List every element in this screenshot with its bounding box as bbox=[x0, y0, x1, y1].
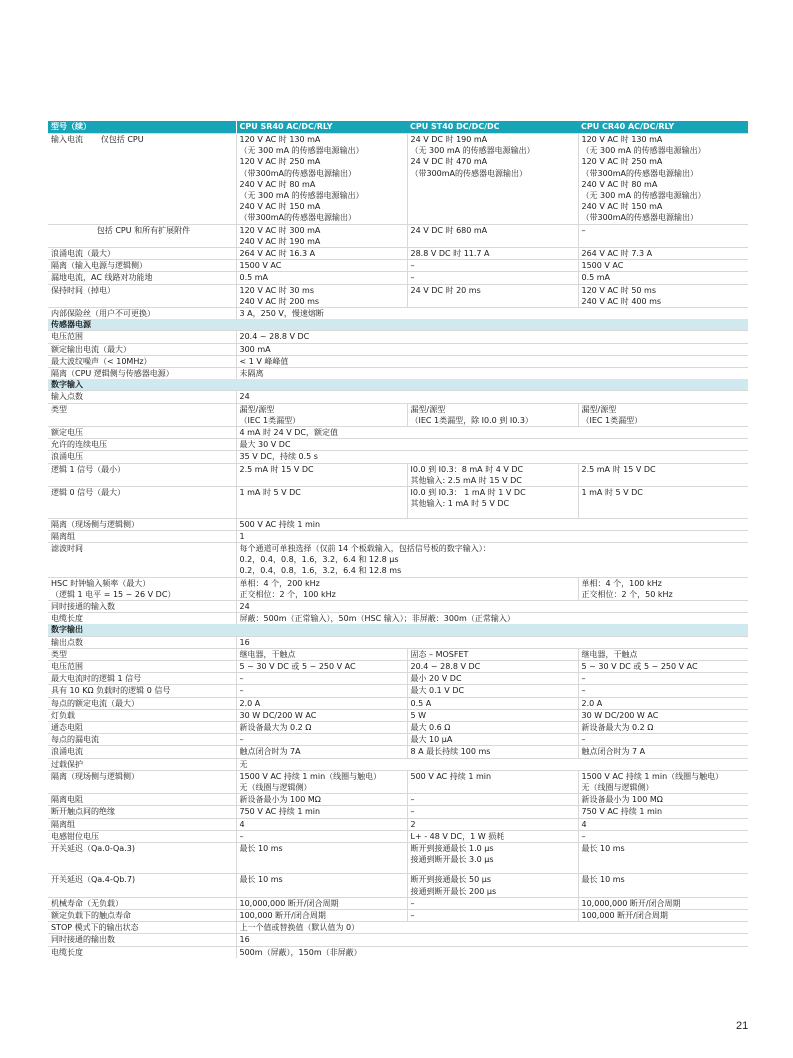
cell-cr40: 新设备最大为 0.2 Ω bbox=[578, 721, 748, 733]
cell-cr40: 单相：4 个，100 kHz 正交相位：2 个，50 kHz bbox=[578, 577, 748, 600]
cell-sr40: – bbox=[236, 830, 407, 842]
cell-all-models: 24 bbox=[236, 391, 748, 403]
cell-sr40: – bbox=[236, 673, 407, 685]
cell-st40: – bbox=[407, 910, 578, 922]
row-label: 逻辑 1 信号（最小） bbox=[48, 463, 236, 486]
table-row bbox=[48, 842, 748, 873]
table-row bbox=[48, 355, 748, 367]
cell-st40: I0.0 到 I0.3：8 mA 时 4 V DC 其他输入: 2.5 mA 时 15 V DC bbox=[407, 463, 578, 486]
cell-st40: 0.5 A bbox=[407, 697, 578, 709]
table-row bbox=[48, 685, 748, 697]
cell-sr40: 100,000 断开/闭合周期 bbox=[236, 910, 407, 922]
table-row bbox=[48, 439, 748, 451]
table-row bbox=[48, 818, 748, 830]
header-cr40: CPU CR40 AC/DC/RLY bbox=[578, 121, 748, 134]
cell-cr40: 1 mA 时 5 V DC bbox=[578, 487, 748, 518]
section-row bbox=[48, 319, 748, 331]
row-label: 电缆长度 bbox=[48, 613, 236, 625]
cell-all-models: 上一个值或替换值（默认值为 0） bbox=[236, 922, 748, 934]
table-row bbox=[48, 636, 748, 648]
cell-cr40: – bbox=[578, 830, 748, 842]
row-label: 同时接通的输入数 bbox=[48, 600, 236, 612]
cell-sr40: 新设备最小为 100 MΩ bbox=[236, 794, 407, 806]
cell-all-models: 24 bbox=[236, 600, 748, 612]
table-row bbox=[48, 331, 748, 343]
cell-all-models: 无 bbox=[236, 758, 748, 770]
cell-all-models: 3 A，250 V，慢速熔断 bbox=[236, 308, 748, 320]
table-row bbox=[48, 734, 748, 746]
cell-sr40: 0.5 mA bbox=[236, 272, 407, 284]
cell-sr40: 最长 10 ms bbox=[236, 874, 407, 897]
row-label: 灯负载 bbox=[48, 709, 236, 721]
row-label: 电缆长度 bbox=[48, 946, 236, 958]
table-row bbox=[48, 648, 748, 660]
row-label: 隔离（CPU 逻辑侧与传感器电源） bbox=[48, 368, 236, 380]
spec-table bbox=[48, 121, 748, 958]
cell-cr40: 最长 10 ms bbox=[578, 874, 748, 897]
row-label: 每点的漏电流 bbox=[48, 734, 236, 746]
row-label: 机械寿命（无负载） bbox=[48, 897, 236, 909]
row-label: STOP 模式下的输出状态 bbox=[48, 922, 236, 934]
cell-all-models: 1 bbox=[236, 530, 748, 542]
cell-cr40: 0.5 mA bbox=[578, 272, 748, 284]
table-row bbox=[48, 794, 748, 806]
table-row bbox=[48, 451, 748, 463]
table-row bbox=[48, 897, 748, 909]
row-label: 额定输出电流（最大） bbox=[48, 343, 236, 355]
section-title: 传感器电源 bbox=[48, 319, 748, 331]
cell-all-models: 35 V DC，持续 0.5 s bbox=[236, 451, 748, 463]
header-sr40: CPU SR40 AC/DC/RLY bbox=[236, 121, 407, 134]
cell-sr40: 1500 V AC 持续 1 min（线圈与触电） 无（线圈与逻辑侧） bbox=[236, 770, 407, 793]
cell-cr40: 5 ~ 30 V DC 或 5 ~ 250 V AC bbox=[578, 660, 748, 672]
row-label: 内部保险丝（用户不可更换） bbox=[48, 308, 236, 320]
section-row bbox=[48, 379, 748, 391]
cell-cr40: 30 W DC/200 W AC bbox=[578, 709, 748, 721]
cell-cr40: 2.0 A bbox=[578, 697, 748, 709]
table-row bbox=[48, 697, 748, 709]
row-label: 逻辑 0 信号（最大） bbox=[48, 487, 236, 518]
cell-st40: 24 V DC 时 190 mA （无 300 mA 的传感器电源输出） 24 V DC 时 470 mA （带300mA的传感器电源输出） bbox=[407, 134, 578, 225]
cell-sr40: 5 ~ 30 V DC 或 5 ~ 250 V AC bbox=[236, 660, 407, 672]
cell-sr40: 4 bbox=[236, 818, 407, 830]
row-label: 隔离（现场侧与逻辑侧） bbox=[48, 518, 236, 530]
row-label: 最大波纹噪声（< 10MHz） bbox=[48, 355, 236, 367]
cell-st40: 8 A 最长持续 100 ms bbox=[407, 746, 578, 758]
cell-sr40: 120 V AC 时 30 ms 240 V AC 时 200 ms bbox=[236, 284, 407, 307]
row-label: 浪涌电压 bbox=[48, 451, 236, 463]
cell-all-models: 20.4 ~ 28.8 V DC bbox=[236, 331, 748, 343]
cell-sr40: 漏型/源型 （IEC 1类漏型） bbox=[236, 403, 407, 426]
row-label: 包括 CPU 和所有扩展附件 bbox=[48, 224, 236, 247]
cell-st40: – bbox=[407, 897, 578, 909]
cell-cr40: 264 V AC 时 7.3 A bbox=[578, 248, 748, 260]
cell-sr40: 最长 10 ms bbox=[236, 842, 407, 873]
row-label: 隔离（输入电源与逻辑侧） bbox=[48, 260, 236, 272]
cell-cr40: 120 V AC 时 50 ms 240 V AC 时 400 ms bbox=[578, 284, 748, 307]
header-model: 型号（续） bbox=[48, 121, 236, 134]
table-row bbox=[48, 368, 748, 380]
row-label: 最大电流时的逻辑 1 信号 bbox=[48, 673, 236, 685]
cell-st40: L+ - 48 V DC，1 W 损耗 bbox=[407, 830, 578, 842]
row-label: 开关延迟（Qa.4-Qb.7) bbox=[48, 874, 236, 897]
row-label: 隔离电阻 bbox=[48, 794, 236, 806]
cell-sr40: 2.0 A bbox=[236, 697, 407, 709]
cell-st40: – bbox=[407, 272, 578, 284]
table-row bbox=[48, 600, 748, 612]
cell-all-models: 500m（屏蔽），150m（非屏蔽） bbox=[236, 946, 748, 958]
table-row bbox=[48, 934, 748, 946]
table-row bbox=[48, 746, 748, 758]
cell-cr40: 120 V AC 时 130 mA （无 300 mA 的传感器电源输出） 120 V AC 时 250 mA （带300mA的传感器电源输出） 240 V AC 时 80 mA （无 300 mA 的传感器电源输出） 240 V AC 时 150 mA （带300mA的传感器电源输出） bbox=[578, 134, 748, 225]
cell-st40: 断开到接通最长 50 µs 接通到断开最长 200 µs bbox=[407, 874, 578, 897]
cell-cr40: – bbox=[578, 224, 748, 247]
row-label: 电感钳位电压 bbox=[48, 830, 236, 842]
table-row bbox=[48, 403, 748, 426]
row-label: 输出点数 bbox=[48, 636, 236, 648]
cell-cr40: 1500 V AC 持续 1 min（线圈与触电） 无（线圈与逻辑侧） bbox=[578, 770, 748, 793]
cell-all-models: < 1 V 峰峰值 bbox=[236, 355, 748, 367]
cell-cr40: 继电器，干触点 bbox=[578, 648, 748, 660]
row-label: HSC 时钟输入频率（最大） （逻辑 1 电平 = 15 ~ 26 V DC） bbox=[48, 577, 236, 600]
table-row bbox=[48, 577, 748, 600]
cell-sr40: 750 V AC 持续 1 min bbox=[236, 806, 407, 818]
table-row bbox=[48, 709, 748, 721]
table-row bbox=[48, 910, 748, 922]
cell-st40: 2 bbox=[407, 818, 578, 830]
cell-cr40: – bbox=[578, 734, 748, 746]
table-row bbox=[48, 427, 748, 439]
cell-st40: 漏型/源型 （IEC 1类漏型，除 I0.0 到 I0.3） bbox=[407, 403, 578, 426]
cell-cr40: 最长 10 ms bbox=[578, 842, 748, 873]
cell-sr40: – bbox=[236, 734, 407, 746]
cell-sr40: 30 W DC/200 W AC bbox=[236, 709, 407, 721]
cell-st40: – bbox=[407, 806, 578, 818]
row-label: 类型 bbox=[48, 403, 236, 426]
cell-all-models: 每个通道可单独选择（仅前 14 个板载输入，包括信号板的数字输入）： 0.2，0.4，0.8，1.6，3.2，6.4 和 12.8 µs 0.2，0.4，0.8，1.6，3.2，6.4 和 12.8 ms bbox=[236, 542, 748, 577]
row-label: 额定电压 bbox=[48, 427, 236, 439]
row-label: 浪涌电流（最大） bbox=[48, 248, 236, 260]
cell-st40: 500 V AC 持续 1 min bbox=[407, 770, 578, 793]
cell-st40: – bbox=[407, 794, 578, 806]
section-title: 数字输入 bbox=[48, 379, 748, 391]
table-row bbox=[48, 770, 748, 793]
cell-cr40: 触点闭合时为 7 A bbox=[578, 746, 748, 758]
table-row bbox=[48, 721, 748, 733]
table-row bbox=[48, 806, 748, 818]
row-label: 浪涌电流 bbox=[48, 746, 236, 758]
table-row bbox=[48, 542, 748, 577]
table-row bbox=[48, 946, 748, 958]
table-row bbox=[48, 343, 748, 355]
cell-sr40: 继电器，干触点 bbox=[236, 648, 407, 660]
cell-st40: 最大 0.1 V DC bbox=[407, 685, 578, 697]
header-st40: CPU ST40 DC/DC/DC bbox=[407, 121, 578, 134]
table-row bbox=[48, 308, 748, 320]
page-number: 21 bbox=[736, 1020, 749, 1032]
cell-sr40: 1 mA 时 5 V DC bbox=[236, 487, 407, 518]
cell-st40: 最小 20 V DC bbox=[407, 673, 578, 685]
row-label: 具有 10 KΩ 负载时的逻辑 0 信号 bbox=[48, 685, 236, 697]
cell-st40: I0.0 到 I0.3： 1 mA 时 1 V DC 其他输入: 1 mA 时 5 V DC bbox=[407, 487, 578, 518]
row-label: 同时接通的输出数 bbox=[48, 934, 236, 946]
row-label: 断开触点间的绝缘 bbox=[48, 806, 236, 818]
table-header-row bbox=[48, 121, 748, 134]
row-label: 电压范围 bbox=[48, 660, 236, 672]
cell-st40: 24 V DC 时 680 mA bbox=[407, 224, 578, 247]
cell-cr40: 100,000 断开/闭合周期 bbox=[578, 910, 748, 922]
cell-st40: 断开到接通最长 1.0 µs 接通到断开最长 3.0 µs bbox=[407, 842, 578, 873]
cell-all-models: 300 mA bbox=[236, 343, 748, 355]
cell-sr40: – bbox=[236, 685, 407, 697]
cell-cr40: 750 V AC 持续 1 min bbox=[578, 806, 748, 818]
row-label: 电压范围 bbox=[48, 331, 236, 343]
row-label: 类型 bbox=[48, 648, 236, 660]
table-row bbox=[48, 673, 748, 685]
table-row bbox=[48, 874, 748, 897]
row-label: 隔离（现场侧与逻辑侧） bbox=[48, 770, 236, 793]
cell-sr40: 10,000,000 断开/闭合周期 bbox=[236, 897, 407, 909]
cell-st40: 5 W bbox=[407, 709, 578, 721]
cell-sr40: 1500 V AC bbox=[236, 260, 407, 272]
cell-st40: – bbox=[407, 260, 578, 272]
cell-sr40: 2.5 mA 时 15 V DC bbox=[236, 463, 407, 486]
row-label: 过载保护 bbox=[48, 758, 236, 770]
row-label: 开关延迟（Qa.0-Qa.3) bbox=[48, 842, 236, 873]
table-row bbox=[48, 922, 748, 934]
table-row bbox=[48, 134, 748, 225]
row-label: 保持时间（掉电） bbox=[48, 284, 236, 307]
table-row bbox=[48, 530, 748, 542]
table-row bbox=[48, 284, 748, 307]
cell-all-models: 屏蔽：500m（正常输入），50m（HSC 输入）；非屏蔽：300m（正常输入） bbox=[236, 613, 748, 625]
table-row bbox=[48, 758, 748, 770]
cell-all-models: 500 V AC 持续 1 min bbox=[236, 518, 748, 530]
cell-cr40: 1500 V AC bbox=[578, 260, 748, 272]
table-row bbox=[48, 463, 748, 486]
cell-sr40: 120 V AC 时 300 mA 240 V AC 时 190 mA bbox=[236, 224, 407, 247]
row-label: 滤波时间 bbox=[48, 542, 236, 577]
table-row bbox=[48, 487, 748, 518]
table-row bbox=[48, 272, 748, 284]
cell-sr40: 新设备最大为 0.2 Ω bbox=[236, 721, 407, 733]
table-row bbox=[48, 613, 748, 625]
cell-all-models: 16 bbox=[236, 636, 748, 648]
row-label: 输入点数 bbox=[48, 391, 236, 403]
cell-cr40: 漏型/源型 （IEC 1类漏型） bbox=[578, 403, 748, 426]
cell-cr40: – bbox=[578, 685, 748, 697]
cell-st40: 28.8 V DC 时 11.7 A bbox=[407, 248, 578, 260]
table-row bbox=[48, 830, 748, 842]
table-row bbox=[48, 391, 748, 403]
cell-cr40: 新设备最小为 100 MΩ bbox=[578, 794, 748, 806]
table-row bbox=[48, 260, 748, 272]
section-title: 数字输出 bbox=[48, 624, 748, 636]
cell-st40: 最大 0.6 Ω bbox=[407, 721, 578, 733]
cell-cr40: – bbox=[578, 673, 748, 685]
row-label: 隔离组 bbox=[48, 818, 236, 830]
cell-st40: 固态 – MOSFET bbox=[407, 648, 578, 660]
cell-sr40: 264 V AC 时 16.3 A bbox=[236, 248, 407, 260]
cell-st40: 最大 10 µA bbox=[407, 734, 578, 746]
table-row bbox=[48, 660, 748, 672]
row-label: 输入电流 仅包括 CPU bbox=[48, 134, 236, 225]
spec-table-body bbox=[48, 121, 748, 958]
cell-all-models: 4 mA 时 24 V DC，额定值 bbox=[236, 427, 748, 439]
row-label: 隔离组 bbox=[48, 530, 236, 542]
cell-st40: 24 V DC 时 20 ms bbox=[407, 284, 578, 307]
cell-sr40-st40: 单相：4 个，200 kHz 正交相位：2 个，100 kHz bbox=[236, 577, 578, 600]
row-label: 每点的额定电流（最大） bbox=[48, 697, 236, 709]
cell-all-models: 16 bbox=[236, 934, 748, 946]
row-label: 额定负载下的触点寿命 bbox=[48, 910, 236, 922]
table-row bbox=[48, 224, 748, 247]
cell-cr40: 4 bbox=[578, 818, 748, 830]
cell-cr40: 10,000,000 断开/闭合周期 bbox=[578, 897, 748, 909]
cell-all-models: 最大 30 V DC bbox=[236, 439, 748, 451]
row-label: 允许的连续电压 bbox=[48, 439, 236, 451]
row-label: 漏地电流，AC 线路对功能地 bbox=[48, 272, 236, 284]
table-row bbox=[48, 248, 748, 260]
cell-sr40: 触点闭合时为 7A bbox=[236, 746, 407, 758]
cell-cr40: 2.5 mA 时 15 V DC bbox=[578, 463, 748, 486]
row-label: 通态电阻 bbox=[48, 721, 236, 733]
cell-st40: 20.4 ~ 28.8 V DC bbox=[407, 660, 578, 672]
table-row bbox=[48, 518, 748, 530]
section-row bbox=[48, 624, 748, 636]
cell-sr40: 120 V AC 时 130 mA （无 300 mA 的传感器电源输出） 120 V AC 时 250 mA （带300mA的传感器电源输出） 240 V AC 时 80 mA （无 300 mA 的传感器电源输出） 240 V AC 时 150 mA （带300mA的传感器电源输出） bbox=[236, 134, 407, 225]
cell-all-models: 未隔离 bbox=[236, 368, 748, 380]
